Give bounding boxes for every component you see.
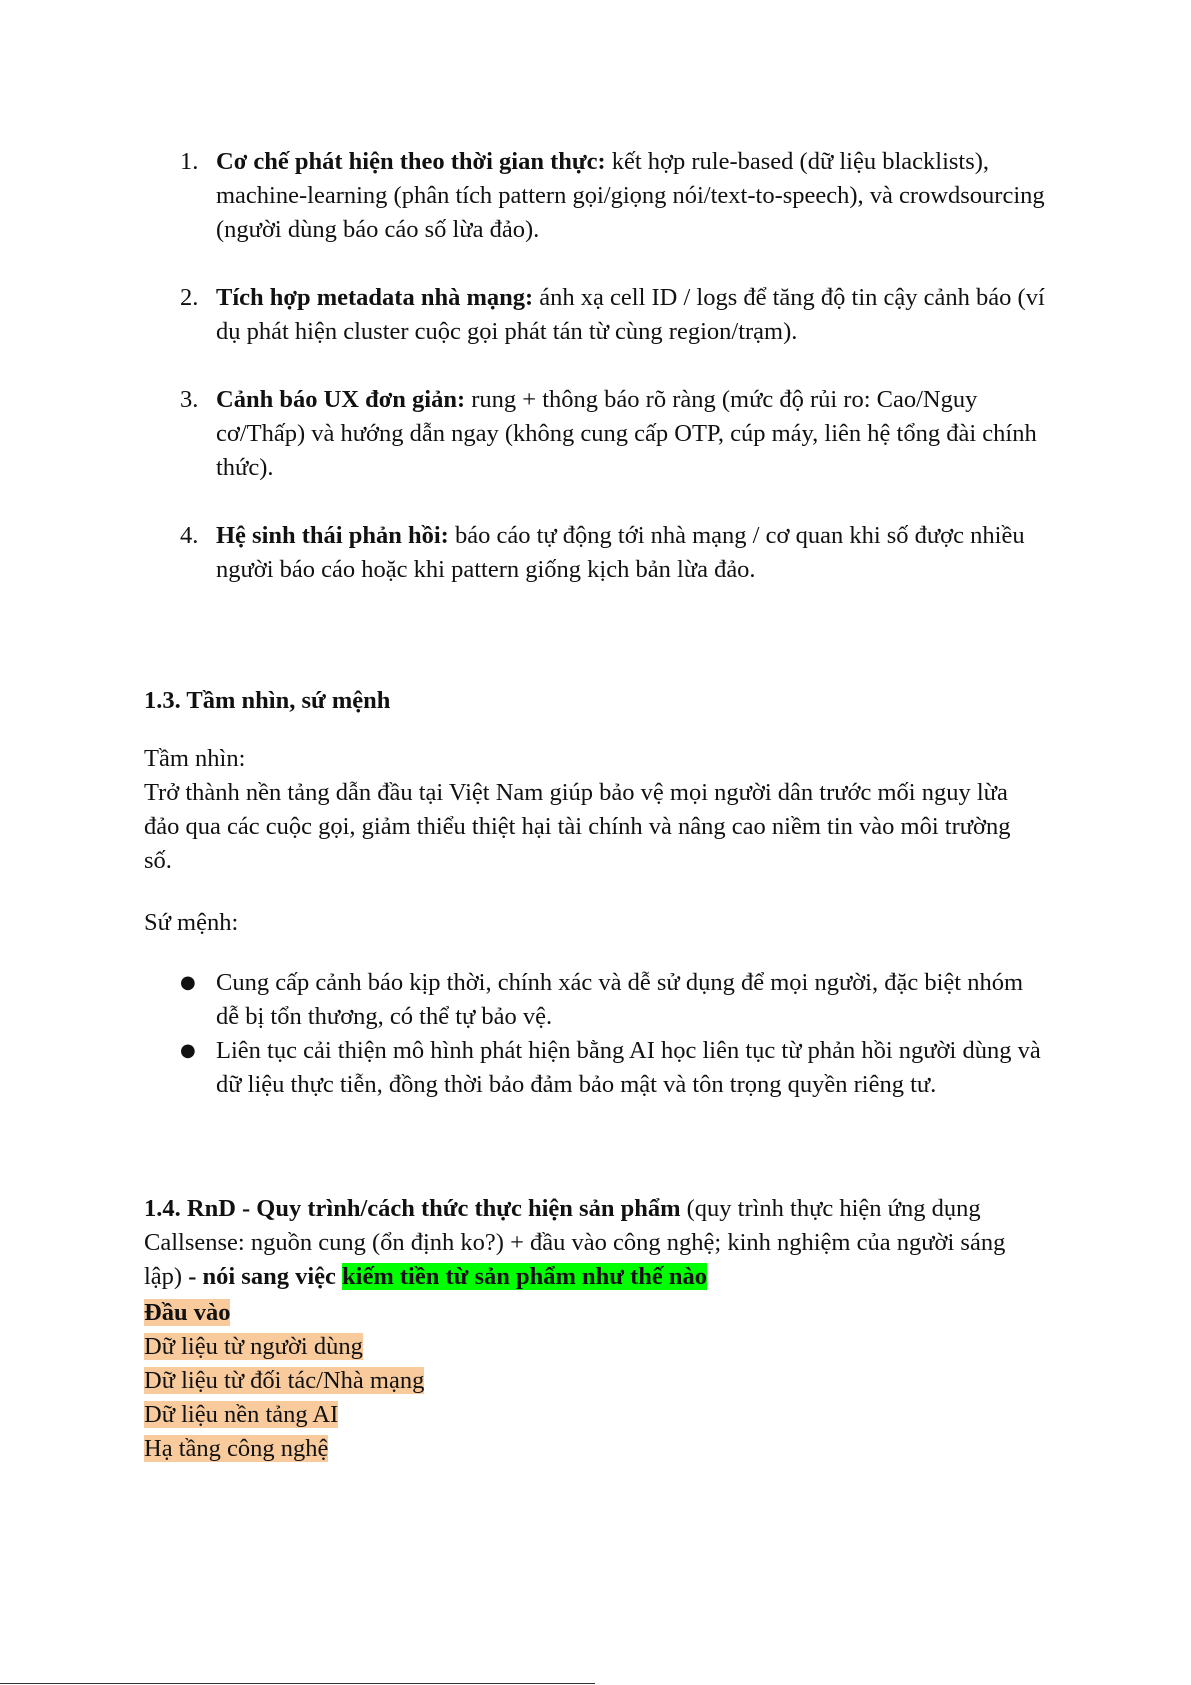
rnd-heading-connector: - nói sang việc (182, 1263, 343, 1290)
item-title: Cơ chế phát hiện theo thời gian thực: (216, 148, 606, 175)
bullet-text: Cung cấp cảnh báo kịp thời, chính xác và dễ sử dụng để mọi người, đặc biệt nhóm dễ bị tổn thương, có thể tự bảo vệ. (216, 969, 1024, 1030)
rnd-heading-title: 1.4. RnD - Quy trình/cách thức thực hiện sản phẩm (144, 1195, 681, 1222)
list-number: 3. (180, 386, 199, 413)
list-item (180, 145, 1050, 247)
section-heading-vision-mission: 1.3. Tầm nhìn, sứ mệnh (144, 687, 391, 714)
rnd-heading-note: (quy trình thực hiện ứng dụng Callsense: nguồn cung (ổn định ko?) + đầu vào công nghệ; kinh nghiệm của người sáng lập) (144, 1195, 1006, 1290)
features-numbered-list (180, 145, 1050, 621)
section-heading-rnd (144, 1192, 1044, 1294)
bullet-icon: ● (180, 972, 196, 993)
item-text: ánh xạ cell ID / logs để tăng độ tin cậy cảnh báo (ví dụ phát hiện cluster cuộc gọi phát tán từ cùng region/trạm). (216, 284, 1045, 345)
input-item: Hạ tầng công nghệ (144, 1435, 329, 1462)
bullet-text: Liên tục cải thiện mô hình phát hiện bằng AI học liên tục từ phản hồi người dùng và dữ liệu thực tiễn, đồng thời bảo đảm bảo mật và tôn trọng quyền riêng tư. (216, 1037, 1041, 1098)
list-item (180, 383, 1050, 485)
footnote-divider (0, 1683, 595, 1684)
list-item (180, 281, 1050, 349)
mission-bullet-list (180, 966, 1050, 1102)
item-title: Hệ sinh thái phản hồi: (216, 522, 449, 549)
vision-text: Trở thành nền tảng dẫn đầu tại Việt Nam giúp bảo vệ mọi người dân trước mối nguy lừa đảo qua các cuộc gọi, giảm thiểu thiệt hại tài chính và nâng cao niềm tin vào môi trường số. (144, 779, 1011, 874)
input-item: Dữ liệu từ đối tác/Nhà mạng (144, 1367, 425, 1394)
item-text: rung + thông báo rõ ràng (mức độ rủi ro: Cao/Nguy cơ/Thấp) và hướng dẫn ngay (không cung cấp OTP, cúp máy, liên hệ tổng đài chính thức). (216, 386, 1037, 481)
inputs-list (144, 1296, 424, 1466)
list-number: 1. (180, 148, 199, 175)
item-text: kết hợp rule-based (dữ liệu blacklists), machine-learning (phân tích pattern gọi/giọng nói/text-to-speech), và crowdsourcing (người dùng báo cáo số lừa đảo). (216, 148, 1045, 243)
item-title: Tích hợp metadata nhà mạng: (216, 284, 534, 311)
vision-label: Tầm nhìn: (144, 745, 246, 772)
list-item (180, 966, 1050, 1034)
rnd-heading-highlight: kiếm tiền từ sản phẩm như thế nào (342, 1263, 708, 1290)
input-item: Dữ liệu nền tảng AI (144, 1401, 339, 1428)
list-number: 4. (180, 522, 199, 549)
list-item (180, 1034, 1050, 1102)
inputs-title: Đầu vào (144, 1299, 231, 1326)
input-item: Dữ liệu từ người dùng (144, 1333, 363, 1360)
bullet-icon: ● (180, 1040, 196, 1061)
item-text: báo cáo tự động tới nhà mạng / cơ quan khi số được nhiều người báo cáo hoặc khi pattern giống kịch bản lừa đảo. (216, 522, 1025, 583)
list-number: 2. (180, 284, 199, 311)
list-item (180, 519, 1050, 587)
mission-label: Sứ mệnh: (144, 909, 239, 936)
item-title: Cảnh báo UX đơn giản: (216, 386, 466, 413)
